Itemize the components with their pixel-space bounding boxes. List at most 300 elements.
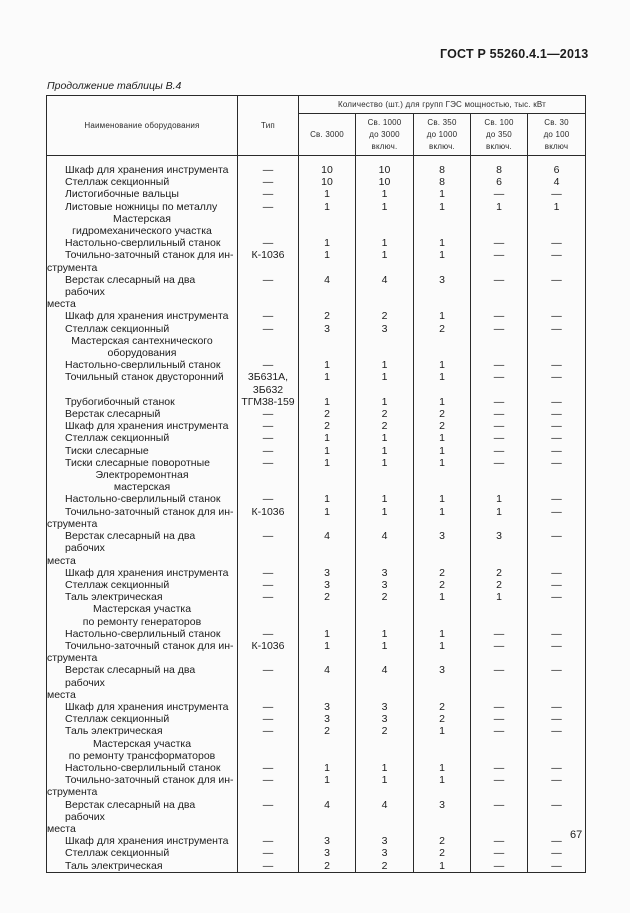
name-line: Шкаф для хранения инструмента: [65, 700, 229, 713]
table-row: [47, 359, 586, 371]
quantity-cell: [414, 469, 471, 493]
name-line: Верстак слесарный на два рабочих: [65, 530, 196, 555]
equipment-name: [47, 725, 238, 737]
quantity-cell: 1: [299, 371, 356, 395]
equipment-name: [47, 506, 238, 530]
quantity-cell: [528, 603, 586, 627]
section-title: [47, 603, 238, 627]
table-row: [47, 396, 586, 408]
quantity-cell: 3: [356, 323, 414, 335]
quantity-cell: —: [471, 628, 528, 640]
name-line: Листовые ножницы по металлу: [65, 200, 218, 213]
equipment-name: [47, 445, 238, 457]
type-line: —: [262, 359, 274, 372]
quantity-cell: [471, 469, 528, 493]
quantity-cell: [471, 603, 528, 627]
quantity-cell: [299, 603, 356, 627]
section-row: [47, 213, 586, 237]
quantity-cell: 3: [299, 847, 356, 859]
table-row: [47, 493, 586, 505]
equipment-type: [238, 213, 299, 237]
quantity-cell: [528, 213, 586, 237]
header-name: Наименование оборудования: [47, 96, 238, 156]
name-line: Мастерская сантехнического: [71, 334, 213, 347]
name-line: Таль электрическая: [65, 591, 163, 604]
quantity-cell: 1: [414, 445, 471, 457]
table-row: [47, 323, 586, 335]
table-row: [47, 774, 586, 798]
name-line: Точильно-заточный станок для ин-: [65, 639, 234, 652]
equipment-type: [238, 530, 299, 567]
header-column: [356, 114, 414, 156]
quantity-cell: [528, 335, 586, 359]
quantity-cell: [299, 738, 356, 762]
quantity-cell: 1: [471, 201, 528, 213]
type-line: —: [262, 578, 274, 591]
quantity-cell: —: [528, 847, 586, 859]
equipment-type: [238, 469, 299, 493]
quantity-cell: —: [471, 249, 528, 273]
equipment-name: [47, 274, 238, 311]
quantity-cell: 1: [414, 762, 471, 774]
name-line: Шкаф для хранения инструмента: [65, 566, 229, 579]
document-code: ГОСТ Р 55260.4.1—2013: [440, 47, 589, 61]
equipment-name: [47, 628, 238, 640]
quantity-cell: 1: [299, 493, 356, 505]
equipment-name: [47, 237, 238, 249]
quantity-cell: 3: [356, 701, 414, 713]
quantity-cell: 1: [414, 860, 471, 873]
table-row: [47, 420, 586, 432]
table-row: [47, 640, 586, 664]
equipment-type: [238, 323, 299, 335]
equipment-name: [47, 188, 238, 200]
equipment-type: [238, 493, 299, 505]
type-line: —: [262, 725, 274, 738]
quantity-cell: 1: [414, 371, 471, 395]
name-line: Трубогибочный станок: [65, 395, 175, 408]
quantity-cell: 2: [299, 310, 356, 322]
equipment-name: [47, 164, 238, 176]
quantity-cell: 3: [299, 701, 356, 713]
header-quantity-group: Количество (шт.) для групп ГЭС мощностью, тыс. кВт: [299, 96, 586, 114]
equipment-type: [238, 835, 299, 847]
table-row: [47, 847, 586, 859]
equipment-type: [238, 237, 299, 249]
quantity-cell: 10: [356, 164, 414, 176]
table-row: [47, 860, 586, 873]
table-row: [47, 201, 586, 213]
type-line: —: [262, 444, 274, 457]
quantity-cell: —: [528, 457, 586, 469]
name-line: Настольно-сверлильный станок: [65, 627, 221, 640]
quantity-cell: —: [528, 408, 586, 420]
quantity-cell: 1: [299, 457, 356, 469]
equipment-name: [47, 835, 238, 847]
quantity-cell: 1: [356, 640, 414, 664]
quantity-cell: —: [471, 762, 528, 774]
quantity-cell: 6: [471, 176, 528, 188]
table-row: [47, 176, 586, 188]
table-row: [47, 713, 586, 725]
name-line: по ремонту генераторов: [82, 615, 202, 628]
quantity-cell: 1: [356, 237, 414, 249]
quantity-cell: 1: [356, 249, 414, 273]
quantity-cell: —: [471, 274, 528, 311]
type-line: —: [262, 493, 274, 506]
equipment-name: [47, 713, 238, 725]
name-line: Точильный станок двусторонний: [65, 371, 224, 384]
quantity-cell: 2: [356, 310, 414, 322]
table-row: [47, 664, 586, 701]
quantity-cell: —: [471, 396, 528, 408]
table-header: [47, 96, 586, 156]
quantity-cell: 4: [356, 799, 414, 836]
quantity-cell: —: [528, 799, 586, 836]
table-row: [47, 835, 586, 847]
table-row: [47, 310, 586, 322]
header-column-line: Св. 100: [484, 117, 514, 127]
name-line: Настольно-сверлильный станок: [65, 359, 221, 372]
type-line: —: [262, 859, 274, 872]
type-line: —: [262, 774, 274, 787]
quantity-cell: 3: [414, 274, 471, 311]
quantity-cell: —: [471, 359, 528, 371]
equipment-name: [47, 432, 238, 444]
equipment-type: [238, 591, 299, 603]
type-line: К-1036: [251, 249, 285, 262]
header-column: [299, 114, 356, 156]
quantity-cell: —: [471, 725, 528, 737]
equipment-table: [46, 95, 586, 873]
type-line: —: [262, 408, 274, 421]
quantity-cell: [528, 738, 586, 762]
quantity-cell: 1: [471, 506, 528, 530]
quantity-cell: 3: [299, 713, 356, 725]
type-line: —: [262, 200, 274, 213]
quantity-cell: 8: [414, 164, 471, 176]
quantity-cell: 1: [414, 640, 471, 664]
equipment-type: [238, 310, 299, 322]
quantity-cell: 2: [299, 420, 356, 432]
quantity-cell: [356, 738, 414, 762]
quantity-cell: 1: [356, 628, 414, 640]
quantity-cell: —: [528, 396, 586, 408]
quantity-cell: [471, 738, 528, 762]
quantity-cell: —: [528, 420, 586, 432]
quantity-cell: 4: [356, 530, 414, 567]
table-row: [47, 408, 586, 420]
quantity-cell: —: [471, 408, 528, 420]
table-row: [47, 371, 586, 395]
header-column-line: Св. 30: [544, 117, 569, 127]
header-column-line: Св. 1000: [367, 117, 402, 127]
name-line: Настольно-сверлильный станок: [65, 237, 221, 250]
quantity-cell: 3: [356, 567, 414, 579]
type-line: —: [262, 188, 274, 201]
quantity-cell: 1: [414, 201, 471, 213]
quantity-cell: —: [528, 701, 586, 713]
name-line: Стеллаж секционный: [65, 432, 170, 445]
quantity-cell: —: [471, 713, 528, 725]
quantity-cell: —: [471, 701, 528, 713]
quantity-cell: [414, 335, 471, 359]
quantity-cell: 1: [299, 237, 356, 249]
section-title: [47, 738, 238, 762]
quantity-cell: —: [528, 323, 586, 335]
quantity-cell: 1: [356, 432, 414, 444]
equipment-name: [47, 457, 238, 469]
equipment-type: [238, 335, 299, 359]
quantity-cell: 1: [414, 188, 471, 200]
equipment-name: [47, 847, 238, 859]
equipment-type: [238, 396, 299, 408]
table-row: [47, 591, 586, 603]
type-line: —: [262, 420, 274, 433]
quantity-cell: 2: [299, 860, 356, 873]
type-line: —: [262, 700, 274, 713]
name-line: Тиски слесарные: [65, 444, 149, 457]
quantity-cell: 1: [299, 445, 356, 457]
equipment-name: [47, 310, 238, 322]
quantity-cell: 2: [356, 725, 414, 737]
header-column-line: Св. 3000: [310, 129, 344, 139]
quantity-cell: 4: [299, 799, 356, 836]
quantity-cell: 2: [414, 835, 471, 847]
header-column-line: до 3000: [369, 129, 400, 139]
header-type: Тип: [238, 96, 299, 156]
name-line: Мастерская участка: [92, 603, 192, 616]
equipment-type: [238, 408, 299, 420]
quantity-cell: —: [528, 359, 586, 371]
quantity-cell: 1: [356, 396, 414, 408]
type-line: К-1036: [251, 505, 285, 518]
equipment-name: [47, 701, 238, 713]
equipment-type: [238, 188, 299, 200]
name-line: Мастерская участка: [92, 737, 192, 750]
section-row: [47, 335, 586, 359]
name-line: места: [47, 688, 76, 701]
equipment-name: [47, 567, 238, 579]
quantity-cell: —: [471, 664, 528, 701]
table-row: [47, 762, 586, 774]
quantity-cell: —: [528, 506, 586, 530]
quantity-cell: 4: [356, 664, 414, 701]
name-line: Стеллаж секционный: [65, 713, 170, 726]
quantity-cell: 3: [414, 799, 471, 836]
quantity-cell: 1: [356, 445, 414, 457]
equipment-type: [238, 640, 299, 664]
type-line: ТГМ38-159: [241, 395, 295, 408]
name-line: Электроремонтная: [95, 469, 189, 482]
quantity-cell: 3: [414, 664, 471, 701]
quantity-cell: —: [528, 445, 586, 457]
name-line: Тиски слесарные поворотные: [65, 456, 210, 469]
quantity-cell: 1: [299, 762, 356, 774]
quantity-cell: 1: [414, 237, 471, 249]
quantity-cell: 2: [414, 408, 471, 420]
quantity-cell: —: [471, 860, 528, 873]
type-line: —: [262, 432, 274, 445]
table-row: [47, 701, 586, 713]
quantity-cell: 1: [471, 493, 528, 505]
equipment-type: [238, 359, 299, 371]
quantity-cell: —: [528, 530, 586, 567]
name-line: Настольно-сверлильный станок: [65, 761, 221, 774]
quantity-cell: —: [471, 835, 528, 847]
quantity-cell: 4: [528, 176, 586, 188]
equipment-type: [238, 762, 299, 774]
quantity-cell: —: [528, 579, 586, 591]
equipment-name: [47, 640, 238, 664]
name-line: Листогибочные вальцы: [65, 188, 179, 201]
section-row: [47, 603, 586, 627]
table-row: [47, 237, 586, 249]
equipment-type: [238, 664, 299, 701]
quantity-cell: 2: [299, 408, 356, 420]
quantity-cell: 8: [471, 164, 528, 176]
header-column-line: до 1000: [426, 129, 458, 139]
equipment-type: [238, 201, 299, 213]
type-line: —: [262, 566, 274, 579]
page-number: 67: [570, 829, 583, 841]
type-line: —: [262, 456, 274, 469]
quantity-cell: 3: [299, 567, 356, 579]
section-title: [47, 335, 238, 359]
table-body: [47, 156, 586, 873]
quantity-cell: —: [528, 628, 586, 640]
equipment-name: [47, 371, 238, 395]
quantity-cell: 1: [414, 506, 471, 530]
name-line: Верстак слесарный на два рабочих: [65, 798, 196, 823]
quantity-cell: 1: [299, 432, 356, 444]
name-line: мастерская: [113, 481, 171, 494]
quantity-cell: [299, 335, 356, 359]
type-line: —: [262, 530, 274, 543]
equipment-name: [47, 493, 238, 505]
quantity-cell: 3: [299, 835, 356, 847]
quantity-cell: 1: [414, 359, 471, 371]
equipment-name: [47, 408, 238, 420]
quantity-cell: 1: [356, 371, 414, 395]
type-line: —: [262, 847, 274, 860]
type-line: —: [262, 761, 274, 774]
header-column-line: включ.: [486, 141, 512, 151]
quantity-cell: —: [528, 432, 586, 444]
quantity-cell: [299, 213, 356, 237]
header-column: [414, 114, 471, 156]
type-line: —: [262, 237, 274, 250]
quantity-cell: —: [528, 713, 586, 725]
quantity-cell: [471, 213, 528, 237]
quantity-cell: 2: [356, 860, 414, 873]
equipment-type: [238, 725, 299, 737]
quantity-cell: —: [471, 310, 528, 322]
quantity-cell: —: [528, 774, 586, 798]
equipment-name: [47, 591, 238, 603]
quantity-cell: 1: [414, 725, 471, 737]
quantity-cell: 2: [414, 420, 471, 432]
quantity-cell: —: [528, 860, 586, 873]
name-line: Верстак слесарный на два рабочих: [65, 664, 196, 689]
equipment-name: [47, 860, 238, 873]
table-row: [47, 432, 586, 444]
type-line: —: [262, 310, 274, 323]
type-line: —: [262, 164, 274, 176]
name-line: Точильно-заточный станок для ин-: [65, 505, 234, 518]
quantity-cell: 3: [356, 835, 414, 847]
quantity-cell: 1: [414, 396, 471, 408]
table-row: [47, 457, 586, 469]
quantity-cell: 1: [299, 396, 356, 408]
header-column-line: включ: [544, 141, 569, 151]
equipment-name: [47, 201, 238, 213]
type-line: —: [262, 798, 274, 811]
type-line: —: [262, 627, 274, 640]
quantity-cell: —: [528, 237, 586, 249]
equipment-type: [238, 371, 299, 395]
quantity-cell: 1: [356, 201, 414, 213]
equipment-type: [238, 603, 299, 627]
quantity-cell: 10: [356, 176, 414, 188]
equipment-name: [47, 579, 238, 591]
header-column-line: включ.: [371, 141, 398, 151]
equipment-name: [47, 396, 238, 408]
quantity-cell: 2: [414, 323, 471, 335]
quantity-cell: [299, 469, 356, 493]
quantity-cell: —: [528, 274, 586, 311]
name-line: Шкаф для хранения инструмента: [65, 164, 229, 176]
name-line: места: [47, 822, 76, 835]
name-line: струмента: [47, 517, 98, 530]
header-column: [528, 114, 586, 156]
name-line: струмента: [47, 261, 98, 274]
equipment-name: [47, 420, 238, 432]
equipment-name: [47, 530, 238, 567]
quantity-cell: 1: [299, 640, 356, 664]
name-line: Таль электрическая: [65, 725, 163, 738]
equipment-type: [238, 457, 299, 469]
quantity-cell: 1: [299, 774, 356, 798]
quantity-cell: —: [471, 847, 528, 859]
quantity-cell: 3: [471, 530, 528, 567]
quantity-cell: 2: [356, 591, 414, 603]
quantity-cell: 2: [356, 420, 414, 432]
header-column: [471, 114, 528, 156]
equipment-type: [238, 701, 299, 713]
quantity-cell: —: [528, 493, 586, 505]
header-column-line: включ.: [429, 141, 455, 151]
equipment-type: [238, 799, 299, 836]
table-row: [47, 164, 586, 176]
equipment-type: [238, 420, 299, 432]
name-line: места: [47, 298, 76, 311]
quantity-cell: [414, 738, 471, 762]
quantity-cell: 2: [414, 701, 471, 713]
equipment-type: [238, 579, 299, 591]
name-line: Стеллаж секционный: [65, 578, 170, 591]
quantity-cell: 10: [299, 176, 356, 188]
name-line: Шкаф для хранения инструмента: [65, 310, 229, 323]
quantity-cell: 3: [356, 713, 414, 725]
quantity-cell: [471, 335, 528, 359]
header-column-line: до 350: [486, 129, 512, 139]
table-row: [47, 725, 586, 737]
quantity-cell: 2: [471, 567, 528, 579]
equipment-type: [238, 176, 299, 188]
quantity-cell: 1: [414, 457, 471, 469]
quantity-cell: 1: [356, 762, 414, 774]
